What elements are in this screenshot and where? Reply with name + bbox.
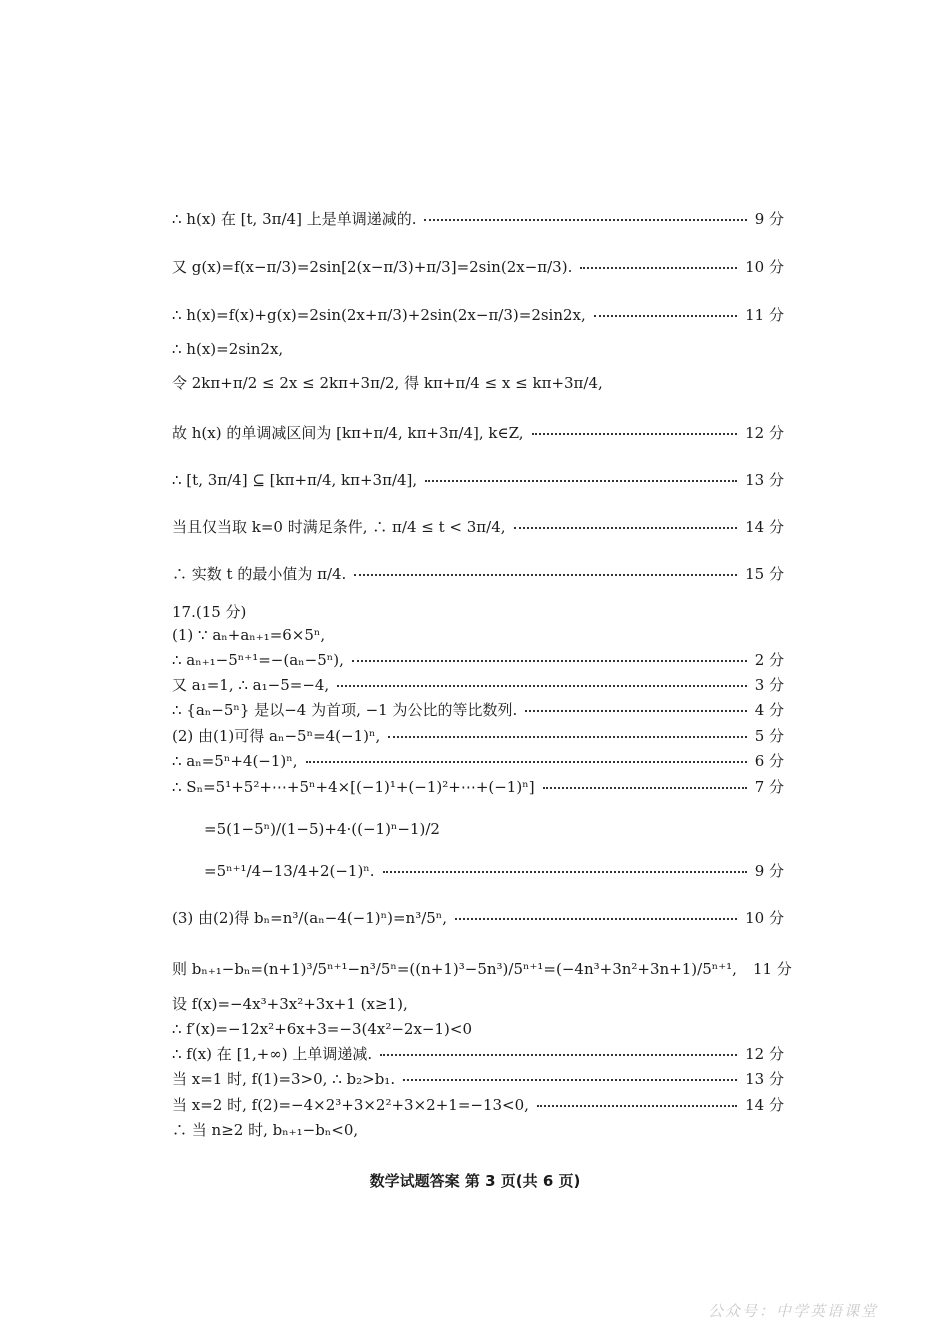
line-text: ∴ [t, 3π/4] ⊆ [kπ+π/4, kπ+3π/4],	[172, 471, 418, 489]
page-footer: 数学试题答案 第 3 页(共 6 页)	[369, 1172, 581, 1190]
score-label: 9 分	[754, 210, 784, 228]
line-text: 故 h(x) 的单调减区间为 [kπ+π/4, kπ+3π/4], k∈Z,	[172, 424, 524, 442]
line-text: 令 2kπ+π/2 ≤ 2x ≤ 2kπ+3π/2, 得 kπ+π/4 ≤ x ≤ kπ+3π/4,	[172, 374, 603, 392]
score-label: 10 分	[745, 258, 784, 276]
line-text: 当 x=2 时, f(2)=−4×2³+3×2²+3×2+1=−13<0,	[172, 1096, 529, 1114]
solution-line	[172, 678, 784, 693]
solution-line	[172, 653, 784, 668]
line-text: ∴ f′(x)=−12x²+6x+3=−3(4x²−2x−1)<0	[172, 1020, 473, 1038]
dot-leader	[594, 315, 737, 317]
solution-line	[172, 567, 784, 582]
solution-line	[172, 729, 784, 744]
line-text: (3) 由(2)得 bₙ=n³/(aₙ−4(−1)ⁿ)=n³/5ⁿ,	[172, 909, 448, 927]
dot-leader	[354, 574, 737, 576]
dot-leader	[532, 433, 738, 435]
solution-line	[172, 780, 784, 795]
solution-line	[172, 212, 784, 227]
line-text: (1) ∵ aₙ+aₙ₊₁=6×5ⁿ,	[172, 626, 326, 644]
line-text: ∴ 实数 t 的最小值为 π/4.	[172, 565, 347, 583]
line-text: ∴ h(x)=f(x)+g(x)=2sin(2x+π/3)+2sin(2x−π/3)=2sin2x,	[172, 306, 586, 324]
solution-line	[172, 911, 784, 926]
dot-leader	[388, 736, 746, 738]
line-text: ∴ 当 n≥2 时, bₙ₊₁−bₙ<0,	[172, 1121, 359, 1139]
solution-line	[172, 520, 784, 535]
score-label: 11 分	[752, 960, 792, 978]
solution-line	[172, 754, 784, 769]
dot-leader	[455, 918, 737, 920]
line-text: 当且仅当取 k=0 时满足条件, ∴ π/4 ≤ t < 3π/4,	[172, 518, 506, 536]
solution-line	[172, 342, 784, 357]
line-text: ∴ {aₙ−5ⁿ} 是以−4 为首项, −1 为公比的等比数列.	[172, 701, 518, 719]
dot-leader	[425, 480, 737, 482]
score-label: 7 分	[754, 778, 784, 796]
solution-line	[172, 960, 792, 978]
score-label: 10 分	[745, 909, 784, 927]
solution-line	[172, 260, 784, 275]
line-text: ∴ f(x) 在 [1,+∞) 上单调递减.	[172, 1045, 373, 1063]
solution-line	[172, 1098, 784, 1113]
dot-leader	[525, 710, 746, 712]
score-label: 6 分	[754, 752, 784, 770]
line-text: ∴ aₙ=5ⁿ+4(−1)ⁿ,	[172, 752, 298, 770]
line-text: ∴ h(x) 在 [t, 3π/4] 上是单调递减的.	[172, 210, 417, 228]
line-text: (2) 由(1)可得 aₙ−5ⁿ=4(−1)ⁿ,	[172, 727, 381, 745]
watermark: 公众号：中学英语课堂	[707, 1302, 878, 1320]
score-label: 14 分	[745, 1096, 784, 1114]
solution-line	[172, 1047, 784, 1062]
score-label: 3 分	[754, 676, 784, 694]
score-label: 13 分	[745, 1070, 784, 1088]
dot-leader	[403, 1079, 737, 1081]
score-label: 5 分	[754, 727, 784, 745]
score-label: 11 分	[745, 306, 784, 324]
solution-line	[172, 628, 784, 643]
dot-leader	[352, 660, 747, 662]
dot-leader	[580, 267, 737, 269]
dot-leader	[424, 219, 746, 221]
solution-line	[172, 376, 784, 391]
score-label: 12 分	[745, 424, 784, 442]
dot-leader	[337, 685, 746, 687]
solution-line	[204, 864, 784, 879]
solution-line	[172, 426, 784, 441]
solution-line	[172, 308, 784, 323]
continuation-line: =5(1−5ⁿ)/(1−5)+4·((−1)ⁿ−1)/2	[204, 820, 440, 838]
score-label: 14 分	[745, 518, 784, 536]
line-text: ∴ h(x)=2sin2x,	[172, 340, 284, 358]
line-text: 设 f(x)=−4x³+3x²+3x+1 (x≥1),	[172, 995, 408, 1013]
solution-line	[172, 1022, 784, 1037]
question-heading: 17.(15 分)	[172, 603, 247, 621]
score-label: 4 分	[754, 701, 784, 719]
dot-leader	[380, 1054, 737, 1056]
dot-leader	[543, 787, 747, 789]
dot-leader	[306, 761, 747, 763]
solution-line	[172, 1072, 784, 1087]
score-label: 13 分	[745, 471, 784, 489]
dot-leader	[537, 1105, 737, 1107]
line-text: ∴ Sₙ=5¹+5²+⋯+5ⁿ+4×[(−1)¹+(−1)²+⋯+(−1)ⁿ]	[172, 778, 535, 796]
score-label: 9 分	[754, 862, 784, 880]
line-text: 又 g(x)=f(x−π/3)=2sin[2(x−π/3)+π/3]=2sin(2x−π/3).	[172, 258, 573, 276]
line-text: 当 x=1 时, f(1)=3>0, ∴ b₂>b₁.	[172, 1070, 396, 1088]
score-label: 15 分	[745, 565, 784, 583]
score-label: 12 分	[745, 1045, 784, 1063]
solution-line	[172, 997, 784, 1012]
dot-leader	[514, 527, 738, 529]
score-label: 2 分	[754, 651, 784, 669]
solution-line	[172, 703, 784, 718]
solution-line	[172, 1123, 784, 1138]
line-text: 则 bₙ₊₁−bₙ=(n+1)³/5ⁿ⁺¹−n³/5ⁿ=((n+1)³−5n³)/5ⁿ⁺¹=(−4n³+3n²+3n+1)/5ⁿ⁺¹,	[172, 960, 737, 978]
line-text: =5ⁿ⁺¹/4−13/4+2(−1)ⁿ.	[204, 862, 375, 880]
line-text: 又 a₁=1, ∴ a₁−5=−4,	[172, 676, 330, 694]
dot-leader	[383, 871, 747, 873]
solution-line	[172, 473, 784, 488]
line-text: ∴ aₙ₊₁−5ⁿ⁺¹=−(aₙ−5ⁿ),	[172, 651, 344, 669]
